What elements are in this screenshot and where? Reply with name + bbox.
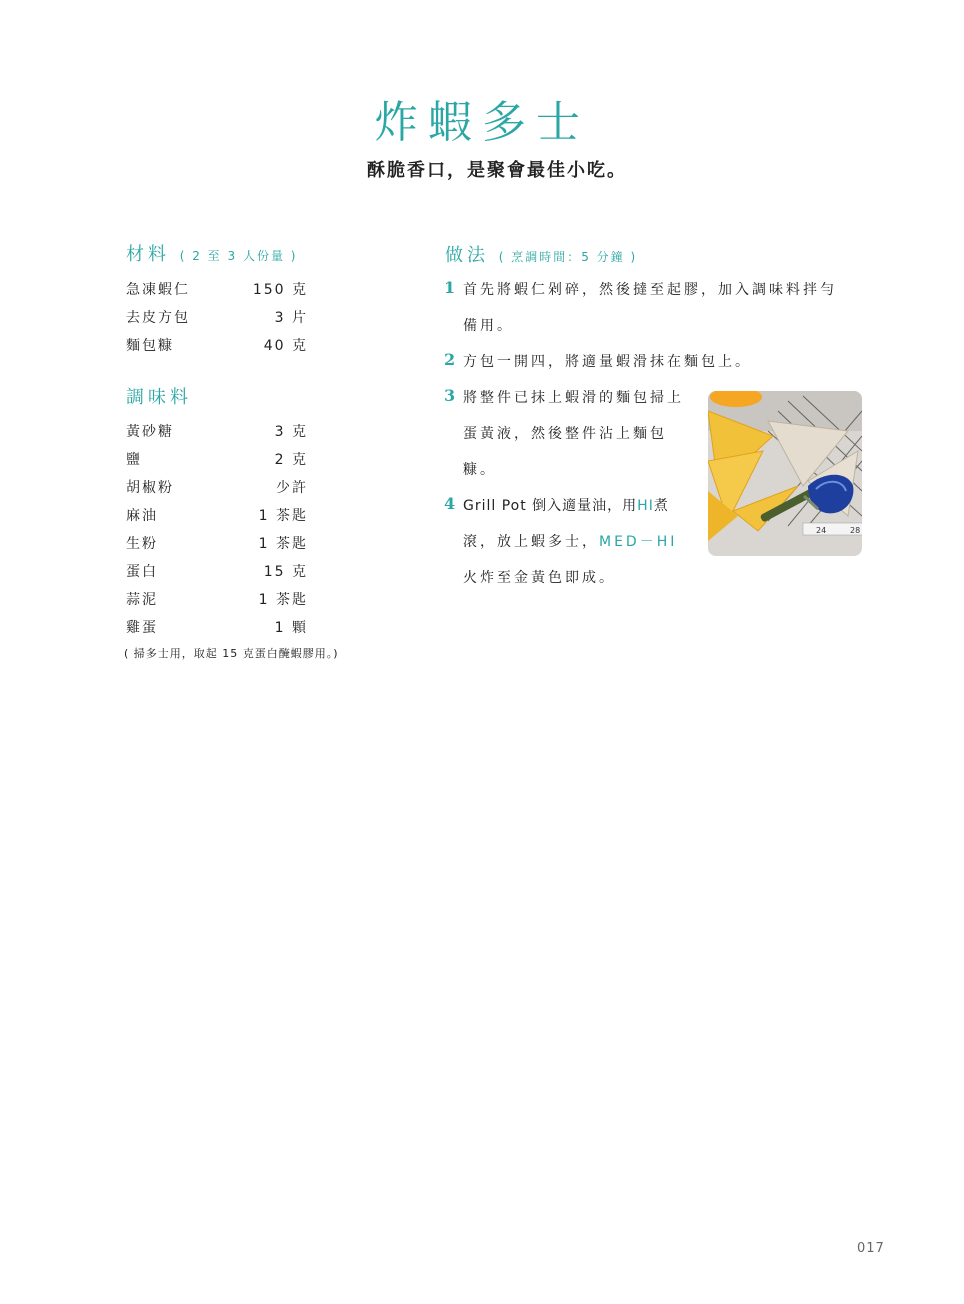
seasoning-qty: 15 克 [263,564,308,580]
ingredients-heading-label: 材料 [126,244,170,265]
seasoning-row [126,561,308,581]
step-text-segment: 煮 [653,498,669,514]
step-text: 將整件已抹上蝦滑的麵包掃上 [463,390,684,406]
step-number: 2 [444,350,456,369]
heat-setting-label: MED－HI [599,534,678,550]
seasoning-name: 雞蛋 [126,620,158,636]
page-number: 017 [857,1241,885,1256]
ingredient-row [126,307,308,327]
ingredient-row [126,335,308,355]
step-text: 火炸至金黃色即成。 [463,570,616,586]
step-number: 3 [444,386,456,405]
ingredient-name: 急凍蝦仁 [126,282,190,298]
seasoning-row [126,477,308,497]
seasoning-row [126,505,308,525]
toast-photo [708,391,862,556]
ingredient-name: 去皮方包 [126,310,190,326]
seasoning-qty: 1 茶匙 [258,592,308,608]
ingredient-qty: 40 克 [263,338,308,354]
heat-setting-label: HI [637,498,654,514]
step-text: 蛋黃液，然後整件沾上麵包 [463,426,667,442]
page-title: 炸蝦多士 [374,97,590,148]
seasoning-name: 黃砂糖 [126,424,174,440]
toast-photo-icon [708,391,862,556]
seasoning-name: 鹽 [126,452,142,468]
ingredient-qty: 3 片 [274,310,308,326]
step-text [463,495,669,515]
step-text-segment: 滾，放上蝦多士， [463,534,599,550]
seasoning-qty: 3 克 [274,424,308,440]
svg-text:24: 24 [816,526,827,535]
seasoning-name: 麻油 [126,508,158,524]
seasoning-row [126,617,308,637]
step-text: 方包一開四，將適量蝦滑抹在麵包上。 [463,354,752,370]
method-heading-label: 做法 [445,245,489,266]
method-heading [445,241,637,267]
step-number: 4 [444,494,456,513]
svg-text:28: 28 [850,526,861,535]
method-time-note: ( 烹調時間：5 分鐘 ) [498,250,638,264]
step-number: 1 [444,278,456,297]
seasoning-row [126,421,308,441]
step-text-segment: Grill Pot 倒入適量油，用 [463,498,638,514]
seasoning-row [126,589,308,609]
page-subtitle: 酥脆香口，是聚會最佳小吃。 [367,160,627,181]
ingredients-serving-note: ( 2 至 3 人份量 ) [179,249,298,263]
step-text: 備用。 [463,318,514,334]
seasoning-name: 生粉 [126,536,158,552]
step-text [463,531,677,551]
seasoning-row [126,533,308,553]
seasoning-name: 蒜泥 [126,592,158,608]
seasoning-qty: 少許 [276,480,308,496]
ingredient-row [126,279,308,299]
seasoning-heading: 調味料 [126,387,192,408]
seasoning-row [126,449,308,469]
ingredients-heading [126,240,297,266]
seasoning-name: 蛋白 [126,564,158,580]
seasoning-qty: 2 克 [274,452,308,468]
step-text: 糠。 [463,462,497,478]
seasoning-qty: 1 茶匙 [258,508,308,524]
seasoning-footnote: ( 掃多士用，取起 15 克蛋白醃蝦膠用。) [124,647,339,660]
seasoning-qty: 1 茶匙 [258,536,308,552]
seasoning-qty: 1 顆 [274,620,308,636]
step-text: 首先將蝦仁剁碎，然後撻至起膠，加入調味料拌勻 [463,282,837,298]
ingredient-qty: 150 克 [252,282,308,298]
ingredient-name: 麵包糠 [126,338,174,354]
seasoning-name: 胡椒粉 [126,480,174,496]
